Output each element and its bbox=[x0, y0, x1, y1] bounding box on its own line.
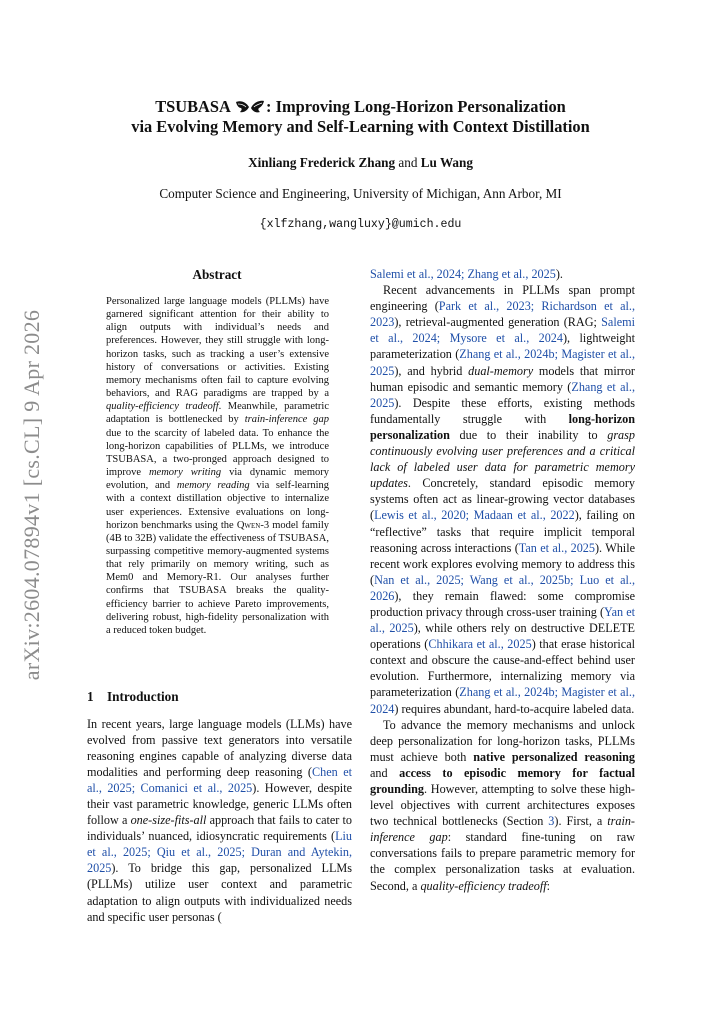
citation-link[interactable]: Zhang et al., 2024b; Magister et al., 2024 bbox=[370, 685, 635, 716]
citation-link[interactable]: Tan et al., 2025 bbox=[518, 540, 595, 555]
abstract-heading: Abstract bbox=[192, 267, 242, 282]
author-separator: and bbox=[395, 155, 421, 170]
right-column bbox=[370, 266, 635, 894]
paper-title bbox=[60, 97, 661, 137]
author-name: Lu Wang bbox=[420, 155, 473, 170]
title-name: TSUBASA bbox=[155, 97, 235, 116]
intro-paragraph-2: Recent advancements in PLLMs span prompt engineering (Park et al., 2023; Richardson et al., 2023), retrieval-augmented generation (RAG; Salemi et al., 2024; Mysore et al., 2024), lightweight parameterization (Zhang et al., 2024b; Magister et al., 2025), and hybrid dual-memory models that mirror human episodic and semantic memory (Zhang et al., 2025). Despite these efforts, existing methods fundamentally struggle with long-horizon personalization due to their inability to grasp continuously evolving user preferences and a critical lack of labeled user data for parametric memory updates. Concretely, standard episodic memory systems often act as linear-growing vector databases (Lewis et al., 2020; Madaan et al., 2022), failing on “reflective” tasks that require implicit temporal reasoning across interactions (Tan et al., 2025). While recent work explores evolving memory to address this (Nan et al., 2025; Wang et al., 2025b; Luo et al., 2026), they remain flawed: some compromise production privacy through cross-user training (Yan et al., 2025), while others rely on destructive DELETE operations (Chhikara et al., 2025) that erase historical context and obscure the cause-and-effect behind user evolution. Furthermore, internalizing memory via parameterization (Zhang et al., 2024b; Magister et al., 2024) requires abundant, hard-to-acquire labeled data. bbox=[370, 283, 635, 716]
citation-link[interactable]: Chhikara et al., 2025 bbox=[428, 637, 532, 652]
affiliation: Computer Science and Engineering, University of Michigan, Ann Arbor, MI bbox=[159, 186, 562, 201]
citation-link[interactable]: Park et al., 2023; Richardson et al., 2023 bbox=[370, 299, 635, 330]
citation-link[interactable]: Chen et al., 2025; Comanici et al., 2025 bbox=[87, 765, 352, 796]
citation-link[interactable]: Salemi et al., 2024; Zhang et al., 2025 bbox=[370, 267, 556, 281]
title-line-2: via Evolving Memory and Self-Learning with Context Distillation bbox=[131, 117, 590, 136]
intro-paragraph-1: In recent years, large language models (LLMs) have evolved from passive text generators into versatile reasoning engines capable of analyzing diverse data modalities and performing deep reasoning (Chen et al., 2025; Comanici et al., 2025). However, despite their vast parametric knowledge, generic LLMs often follow a one-size-fits-all approach that fails to cater to individuals’ nuanced, idiosyncratic requirements (Liu et al., 2025; Qiu et al., 2025; Duran and Aytekin, 2025). To bridge this gap, personalized LLMs (PLLMs) utilize user context and parametric adaptation to align outputs with individualized needs and specific user personas ( bbox=[87, 717, 352, 924]
citation-link[interactable]: Nan et al., 2025; Wang et al., 2025b; Luo et al., 2026 bbox=[370, 572, 635, 603]
author-name: Xinliang Frederick Zhang bbox=[248, 155, 396, 170]
intro-paragraph-3: To advance the memory mechanisms and unlock deep personalization for long-horizon tasks, PLLMs must achieve both native personalized reasoning and access to episodic memory for factual grounding. However, attempting to solve these high-level objectives with current architectures exposes two technical bottlenecks (Section 3). First, a train-inference gap: standard fine-tuning on raw conversations fails to prepare parametric memory for the complex personalization tasks at evaluation. Second, a quality-efficiency tradeoff: bbox=[370, 717, 635, 893]
abstract-text: Personalized large language models (PLLMs) have garnered significant attention for their ability to align outputs with individual’s needs and preferences. However, they still struggle with long-horizon tasks, such as tracking a user’s extensive history of conversations or activities. Existing memory mechanisms often fail to capture evolving behaviors, and RAG paradigms are trapped by a quality-efficiency tradeoff. Meanwhile, parametric adaptation is bottlenecked by train-inference gap due to the scarcity of labeled data. To enhance the long-horizon capabilities of PLLMs, we introduce TSUBASA, a two-pronged approach designed to improve memory writing via dynamic memory evolution, and memory reading via self-learning with a context distillation objective to internalize user experiences. Extensive evaluations on long-horizon benchmarks using the Qwen-3 model family (4B to 32B) validate the effectiveness of TSUBASA, surpassing competitive memory-augmented systems that rely primarily on memory writing, such as Mem0 and Memory-R1. Our analyses further confirms that TSUBASA breaks the quality-efficiency barrier to achieve Pareto improvements, delivering robust, high-fidelity personalization with a reduced token budget. bbox=[106, 296, 329, 636]
title-line-1 bbox=[60, 97, 661, 117]
arxiv-stamp bbox=[8, 300, 56, 690]
section-heading-introduction bbox=[87, 689, 179, 705]
author-list bbox=[60, 155, 661, 171]
citation-link[interactable]: Zhang et al., 2024b; Magister et al., 2025 bbox=[370, 347, 635, 378]
citation-link[interactable]: Liu et al., 2025; Qiu et al., 2025; Duran and Aytekin, 2025 bbox=[87, 829, 352, 876]
citation-link[interactable]: Zhang et al., 2025 bbox=[370, 379, 635, 410]
section-reference-link[interactable]: 3 bbox=[548, 814, 555, 829]
section-number: 1 bbox=[87, 689, 94, 704]
wings-icon bbox=[235, 99, 265, 115]
citation-link[interactable]: Salemi et al., 2024; Mysore et al., 2024 bbox=[370, 315, 635, 346]
citation-link[interactable]: Lewis et al., 2020; Madaan et al., 2022 bbox=[374, 508, 575, 523]
citation-link[interactable]: Yan et al., 2025 bbox=[370, 604, 635, 636]
arxiv-identifier: arXiv:2604.07894v1 [cs.CL] 9 Apr 2026 bbox=[19, 309, 44, 681]
intro-paragraph-1-continued: Salemi et al., 2024; Zhang et al., 2025). bbox=[370, 267, 563, 281]
email-address: {xlfzhang,wangluxy}@umich.edu bbox=[259, 218, 462, 231]
title-subtitle-part1: : Improving Long-Horizon Personalization bbox=[266, 97, 566, 116]
section-title: Introduction bbox=[107, 689, 179, 704]
